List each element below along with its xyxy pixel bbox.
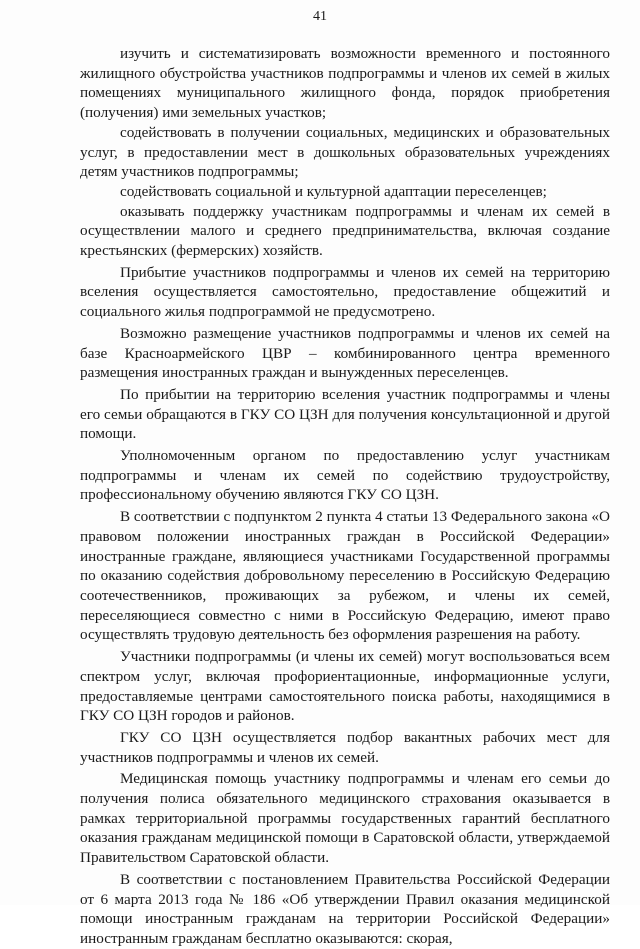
paragraph-business-support: оказывать поддержку участникам подпрограммы и членам их семей в осуществлении малого и среднего предпринимательства, включая создание крестьянских (фермерских) хозяйств. — [80, 202, 610, 260]
page-number: 41 — [313, 9, 327, 24]
paragraph-adaptation: содействовать социальной и культурной адаптации переселенцев; — [120, 182, 547, 200]
paragraph-medical-care: Медицинская помощь участнику подпрограммы и членам его семьи до получения полиса обязательного медицинского страхования оказывается в рамках территориальной программы государственных гарантий бесплатного оказания гражданам медицинской помощи в Саратовской области, утверждаемой Правительством Саратовской области. — [80, 770, 610, 867]
paragraph-accommodation: Возможно размещение участников подпрограммы и членов их семей на базе Красноармейского ЦВР – комбинированного центра временного размещения иностранных граждан и вынужденных переселенцев. — [80, 324, 610, 382]
paragraph-consultation: По прибытии на территорию вселения участник подпрограммы и члены его семьи обращаются в ГКУ СО ЦЗН для получения консультационной и другой помощи. — [80, 385, 610, 443]
paragraph-government-decree: В соответствии с постановлением Правительства Российской Федерации от 6 марта 2013 года № 186 «Об утверждении Правил оказания медицинской помощи иностранным гражданам на территории Российской Федерации» иностранным гражданам бесплатно оказываются: скорая, — [80, 870, 610, 947]
paragraph-housing: изучить и систематизировать возможности временного и постоянного жилищного обустройства участников подпрограммы и членов их семей в жилых помещениях муниципального жилищного фонда, порядок приобретения (получения) ими земельных участков; — [80, 45, 610, 122]
paragraph-vacancies: ГКУ СО ЦЗН осуществляется подбор вакантных рабочих мест для участников подпрограммы и членов их семей. — [80, 728, 610, 766]
paragraph-employment-services: Участники подпрограммы (и члены их семей) могут воспользоваться всем спектром услуг, включая профориентационные, информационные услуги, предоставляемые центрами самостоятельного поиска работы, находящимися в ГКУ СО ЦЗН городов и районов. — [80, 648, 610, 725]
paragraph-authorized-body: Уполномоченным органом по предоставлению услуг участникам подпрограммы и членам их семей по содействию трудоустройству, профессиональному обучению являются ГКУ СО ЦЗН. — [80, 447, 610, 504]
body-text — [80, 44, 610, 949]
paragraph-arrival: Прибытие участников подпрограммы и членов их семей на территорию вселения осуществляется самостоятельно, предоставление общежитий и социального жилья подпрограммой не предусмотрено. — [80, 263, 610, 321]
paragraph-federal-law: В соответствии с подпунктом 2 пункта 4 статьи 13 Федерального закона «О правовом положении иностранных граждан в Российской Федерации» иностранные граждане, являющиеся участниками Государственной программы по оказанию содействия добровольному переселению в Российскую Федерацию соотечественников, проживающих за рубежом, и члены их семей, переселяющиеся совместно с ними в Российскую Федерацию, имеют право осуществлять трудовую деятельность без оформления разрешения на работу. — [80, 508, 610, 644]
paragraph-services: содействовать в получении социальных, медицинских и образовательных услуг, в предоставлении мест в дошкольных образовательных учреждениях детям участников подпрограммы; — [80, 123, 610, 181]
